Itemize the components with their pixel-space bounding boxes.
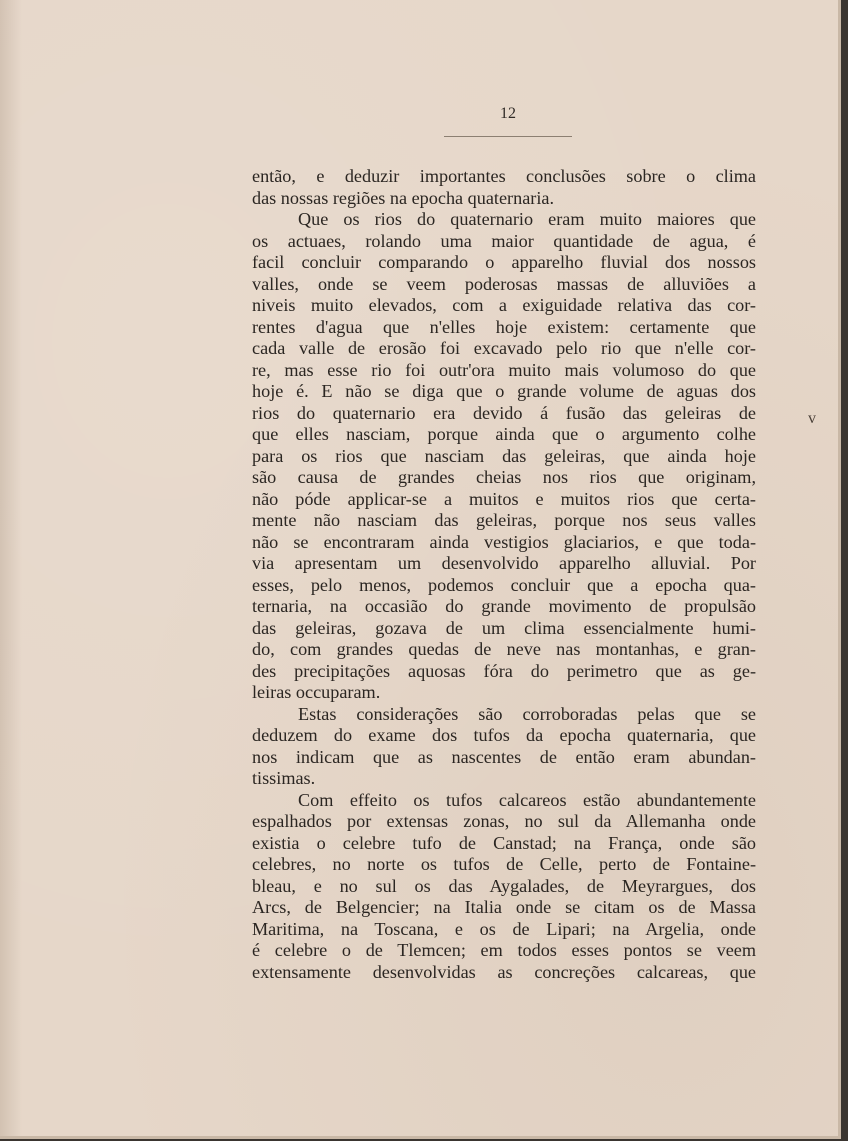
paragraph (252, 209, 756, 704)
text-line: não póde applicar-se a muitos e muitos rios que certa- (252, 488, 756, 509)
text-line: espalhados por extensas zonas, no sul da Allemanha onde (252, 811, 756, 831)
text-line: celebres, no norte os tufos de Celle, perto de Fontaine- (252, 854, 756, 874)
text-line: esses, pelo menos, podemos concluir que a epocha qua- (252, 574, 756, 595)
text-line: Maritima, na Toscana, e os de Lipari; na Argelia, onde (252, 918, 756, 939)
text-line: das nossas regiões na epocha quaternaria. (252, 187, 554, 208)
paragraph (252, 790, 756, 984)
text-line: cada valle de erosão foi excavado pelo rio que n'elle cor- (252, 338, 756, 358)
text-line: Que os rios do quaternario eram muito maiores que (298, 209, 756, 229)
header-rule (444, 136, 572, 137)
text-line: bleau, e no sul os das Aygalades, de Meyrargues, dos (252, 875, 756, 896)
text-line: rentes d'agua que n'elles hoje existem: certamente que (252, 316, 756, 337)
text-line: é celebre o de Tlemcen; em todos esses pontos se veem (252, 940, 756, 960)
page-number: 12 (500, 105, 516, 122)
text-line: Estas considerações são corroboradas pelas que se (298, 703, 756, 724)
text-line: hoje é. E não se diga que o grande volume de aguas dos (252, 381, 756, 401)
text-line: rios do quaternario era devido á fusão das geleiras de (252, 402, 756, 423)
text-line: tissimas. (252, 768, 316, 788)
margin-pencil-mark: v (808, 410, 816, 427)
text-line: Arcs, de Belgencier; na Italia onde se citam os de Massa (252, 897, 756, 917)
text-line: do, com grandes quedas de neve nas montanhas, e gran- (252, 639, 756, 659)
text-line: nos indicam que as nascentes de então eram abundan- (252, 746, 756, 767)
text-line: deduzem do exame dos tufos da epocha quaternaria, que (252, 725, 756, 745)
text-line: des precipitações aquosas fóra do perimetro que as ge- (252, 660, 756, 681)
text-line: existia o celebre tufo de Canstad; na França, onde são (252, 832, 756, 853)
text-line: que elles nasciam, porque ainda que o argumento colhe (252, 424, 756, 444)
text-line: são causa de grandes cheias nos rios que originam, (252, 467, 756, 487)
text-line: não se encontraram ainda vestigios glaciarios, e que toda- (252, 531, 756, 552)
text-line: valles, onde se veem poderosas massas de alluviões a (252, 273, 756, 294)
paragraph (252, 704, 756, 790)
text-line: os actuaes, rolando uma maior quantidade de agua, é (252, 230, 756, 251)
text-line: re, mas esse rio foi outr'ora muito mais volumoso do que (252, 359, 756, 380)
text-line: niveis muito elevados, com a exiguidade relativa das cor- (252, 295, 756, 315)
text-line: então, e deduzir importantes conclusões sobre o clima (252, 166, 756, 186)
text-line: facil concluir comparando o apparelho fluvial dos nossos (252, 252, 756, 272)
spine-shadow (0, 0, 22, 1136)
text-line: Com effeito os tufos calcareos estão abundantemente (298, 789, 756, 810)
body-text (252, 166, 756, 983)
paragraph (252, 166, 756, 209)
text-line: das geleiras, gozava de um clima essencialmente humi- (252, 617, 756, 638)
text-line: para os rios que nasciam das geleiras, que ainda hoje (252, 445, 756, 466)
text-line: mente não nasciam das geleiras, porque nos seus valles (252, 510, 756, 530)
text-line: via apresentam um desenvolvido apparelho alluvial. Por (252, 553, 756, 573)
text-line: leiras occuparam. (252, 682, 381, 702)
text-line: ternaria, na occasião do grande movimento de propulsão (252, 596, 756, 616)
text-line: extensamente desenvolvidas as concreções calcareas, que (252, 961, 756, 982)
